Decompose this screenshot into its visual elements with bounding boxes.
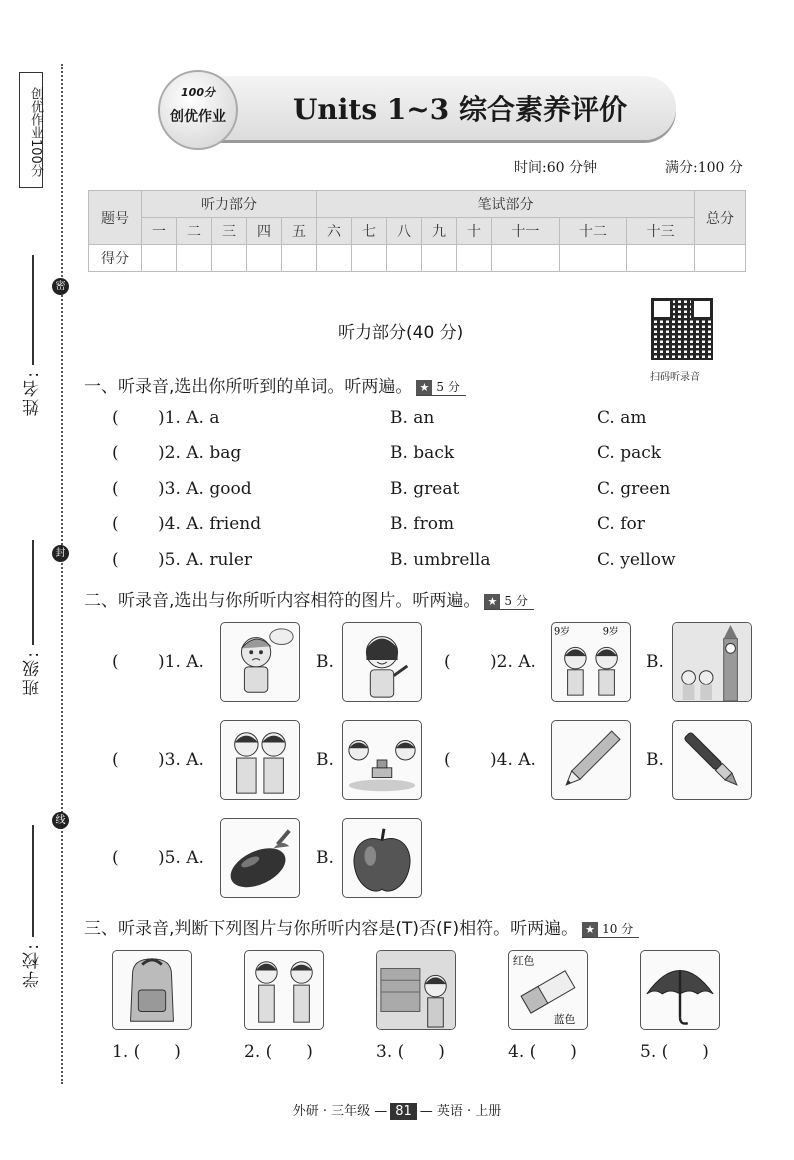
- star-icon: ★: [416, 380, 432, 395]
- full-score: 满分:100 分: [665, 160, 743, 176]
- q3-answer-2-close: ): [306, 1042, 313, 1062]
- brand-label: 创优作业100分: [19, 72, 43, 188]
- listening-header: 听力部分: [142, 191, 317, 218]
- q3-3-girl-city-image[interactable]: [376, 950, 456, 1030]
- star-icon: ★: [582, 922, 598, 937]
- q1-item-1-b: B. an: [390, 408, 435, 428]
- q1-item-3-b: B. great: [390, 479, 460, 499]
- brand-logo: [158, 70, 238, 150]
- q2-item-4-label: )4. A.: [490, 750, 536, 770]
- q3-answer-3-close: ): [438, 1042, 445, 1062]
- q1-item-4-b: B. from: [390, 514, 455, 534]
- q2-item-2-label: )2. A.: [490, 652, 536, 672]
- q2-paren: (: [444, 652, 451, 672]
- q2-paren: (: [112, 652, 119, 672]
- q2-item-3-b: B.: [316, 750, 334, 770]
- score-cell[interactable]: [387, 245, 422, 272]
- q3-points-text: 10 分: [602, 922, 634, 936]
- q1-heading: [84, 372, 466, 397]
- age-label: 9岁: [553, 626, 570, 638]
- footer-left: 外研 · 三年级 —: [292, 1104, 388, 1119]
- score-label: 得分: [89, 245, 142, 272]
- q1-item-1-a: )1. A. a: [158, 408, 220, 428]
- name-label: 姓名:: [23, 370, 43, 416]
- q1-points-text: 5 分: [436, 380, 460, 394]
- school-line: [32, 825, 34, 937]
- q2-1b-girl-waving-image[interactable]: [342, 622, 422, 702]
- q1-item-5-b: B. umbrella: [390, 550, 491, 570]
- col-header: 七: [352, 218, 387, 245]
- score-cell[interactable]: [352, 245, 387, 272]
- q2-5a-eggplant-image[interactable]: [220, 818, 300, 898]
- school-field[interactable]: [16, 825, 50, 1000]
- col-header: 一: [142, 218, 177, 245]
- q3-answer-4-open: 4. (: [508, 1042, 537, 1062]
- col-header: 五: [282, 218, 317, 245]
- row-label: 题号: [89, 191, 142, 245]
- q2-item-4-b: B.: [646, 750, 664, 770]
- q2-paren: (: [112, 750, 119, 770]
- q1-item-1: (: [112, 408, 119, 428]
- name-field[interactable]: [16, 255, 50, 425]
- q3-5-umbrella-image[interactable]: [640, 950, 720, 1030]
- q1-item-5-a: )5. A. ruler: [158, 550, 253, 570]
- class-label: 班级:: [23, 650, 43, 696]
- q2-heading: [84, 586, 534, 611]
- score-cell[interactable]: [457, 245, 492, 272]
- logo-text: 创优作业: [170, 109, 226, 125]
- seal-mark-mi: 密: [52, 278, 69, 295]
- q1-item-5-c: C. yellow: [597, 550, 676, 570]
- col-header: 十一: [492, 218, 560, 245]
- q1-item-4-c: C. for: [597, 514, 645, 534]
- q3-4-eraser-image[interactable]: [508, 950, 588, 1030]
- total-label: 总分: [695, 191, 746, 245]
- q3-1-backpack-image[interactable]: [112, 950, 192, 1030]
- seal-mark-feng: 封: [52, 545, 69, 562]
- q2-points: [484, 592, 533, 610]
- score-cell[interactable]: [492, 245, 560, 272]
- q2-item-1-label: )1. A.: [158, 652, 204, 672]
- q3-answer-2-open: 2. (: [244, 1042, 273, 1062]
- q3-points: [582, 920, 639, 938]
- score-table: [88, 190, 746, 272]
- q1-item-2-a: )2. A. bag: [158, 443, 242, 463]
- q3-2-boy-and-girl-image[interactable]: [244, 950, 324, 1030]
- score-cell[interactable]: [142, 245, 177, 272]
- q2-5b-apple-image[interactable]: [342, 818, 422, 898]
- q2-paren: (: [112, 848, 119, 868]
- q3-answer-4[interactable]: [508, 1042, 577, 1062]
- q2-3a-two-boys-image[interactable]: [220, 720, 300, 800]
- school-label: 学校:: [23, 942, 43, 988]
- col-header: 十三: [627, 218, 695, 245]
- seal-mark-xian: 线: [52, 812, 69, 829]
- q1-item-2-c: C. pack: [597, 443, 662, 463]
- score-cell[interactable]: [282, 245, 317, 272]
- class-line: [32, 540, 34, 645]
- q3-heading-text: 三、听录音,判断下列图片与你所听内容是(T)否(F)相符。听两遍。: [84, 919, 579, 939]
- q1-item-3-c: C. green: [597, 479, 671, 499]
- col-header: 九: [422, 218, 457, 245]
- q1-item-2-b: B. back: [390, 443, 455, 463]
- q1-item-2: (: [112, 443, 119, 463]
- q1-item-1-c: C. am: [597, 408, 647, 428]
- score-cell[interactable]: [422, 245, 457, 272]
- q2-2a-two-girls-image[interactable]: [551, 622, 631, 702]
- q1-item-3-a: )3. A. good: [158, 479, 252, 499]
- age-label: 9岁: [602, 626, 619, 638]
- q3-answer-3[interactable]: [376, 1042, 445, 1062]
- q1-heading-text: 一、听录音,选出你所听到的单词。听两遍。: [84, 377, 413, 397]
- q2-points-text: 5 分: [504, 594, 528, 608]
- score-cell[interactable]: [247, 245, 282, 272]
- q3-answer-2[interactable]: [244, 1042, 313, 1062]
- q2-1a-thinking-boy-image[interactable]: [220, 622, 300, 702]
- eraser-bottom-label: 蓝色: [553, 1013, 576, 1027]
- score-cell[interactable]: [559, 245, 627, 272]
- col-header: 三: [212, 218, 247, 245]
- q3-answer-4-close: ): [570, 1042, 577, 1062]
- q3-answer-5-close: ): [702, 1042, 709, 1062]
- score-cell[interactable]: [177, 245, 212, 272]
- col-header: 二: [177, 218, 212, 245]
- q1-item-5: (: [112, 550, 119, 570]
- star-icon: ★: [484, 594, 500, 609]
- total-cell[interactable]: [695, 245, 746, 272]
- q2-item-5-b: B.: [316, 848, 334, 868]
- q2-item-5-label: )5. A.: [158, 848, 204, 868]
- col-header: 十: [457, 218, 492, 245]
- footer-right: — 英语 · 上册: [419, 1104, 502, 1119]
- score-cell[interactable]: [212, 245, 247, 272]
- q2-paren: (: [444, 750, 451, 770]
- q2-2b-big-ben-image[interactable]: [672, 622, 752, 702]
- col-header: 十二: [559, 218, 627, 245]
- q2-4a-pencil-image[interactable]: [551, 720, 631, 800]
- q2-item-2-b: B.: [646, 652, 664, 672]
- q2-item-3-label: )3. A.: [158, 750, 204, 770]
- q2-heading-text: 二、听录音,选出与你所听内容相符的图片。听两遍。: [84, 591, 481, 611]
- listening-section-title: 听力部分(40 分): [338, 323, 464, 343]
- q3-heading: [84, 914, 639, 939]
- binding-dotted-line: [61, 64, 63, 1084]
- score-cell[interactable]: [627, 245, 695, 272]
- q1-item-4: (: [112, 514, 119, 534]
- col-header: 八: [387, 218, 422, 245]
- score-cell[interactable]: [317, 245, 352, 272]
- q3-answer-1-close: ): [174, 1042, 181, 1062]
- eraser-top-label: 红色: [512, 954, 535, 968]
- qr-code-icon[interactable]: [651, 298, 713, 360]
- q1-item-4-a: )4. A. friend: [158, 514, 262, 534]
- logo-score: 100分: [181, 86, 215, 99]
- class-field[interactable]: [16, 540, 50, 710]
- q1-points: [416, 378, 465, 396]
- q2-4b-pen-image[interactable]: [672, 720, 752, 800]
- page-footer: [0, 1100, 794, 1120]
- q2-item-1-b: B.: [316, 652, 334, 672]
- page-number: 81: [390, 1103, 417, 1120]
- q3-answer-3-open: 3. (: [376, 1042, 405, 1062]
- q3-answer-5-open: 5. (: [640, 1042, 669, 1062]
- q3-answer-1-open: 1. (: [112, 1042, 141, 1062]
- col-header: 六: [317, 218, 352, 245]
- writing-header: 笔试部分: [317, 191, 695, 218]
- qr-caption: 扫码听录音: [650, 372, 700, 383]
- q1-item-3: (: [112, 479, 119, 499]
- q3-answer-5[interactable]: [640, 1042, 709, 1062]
- page-title: Units 1~3 综合素养评价: [292, 93, 628, 126]
- q2-3b-kids-playing-image[interactable]: [342, 720, 422, 800]
- q3-answer-1[interactable]: [112, 1042, 181, 1062]
- col-header: 四: [247, 218, 282, 245]
- time-limit: 时间:60 分钟: [514, 160, 597, 176]
- name-line: [32, 255, 34, 365]
